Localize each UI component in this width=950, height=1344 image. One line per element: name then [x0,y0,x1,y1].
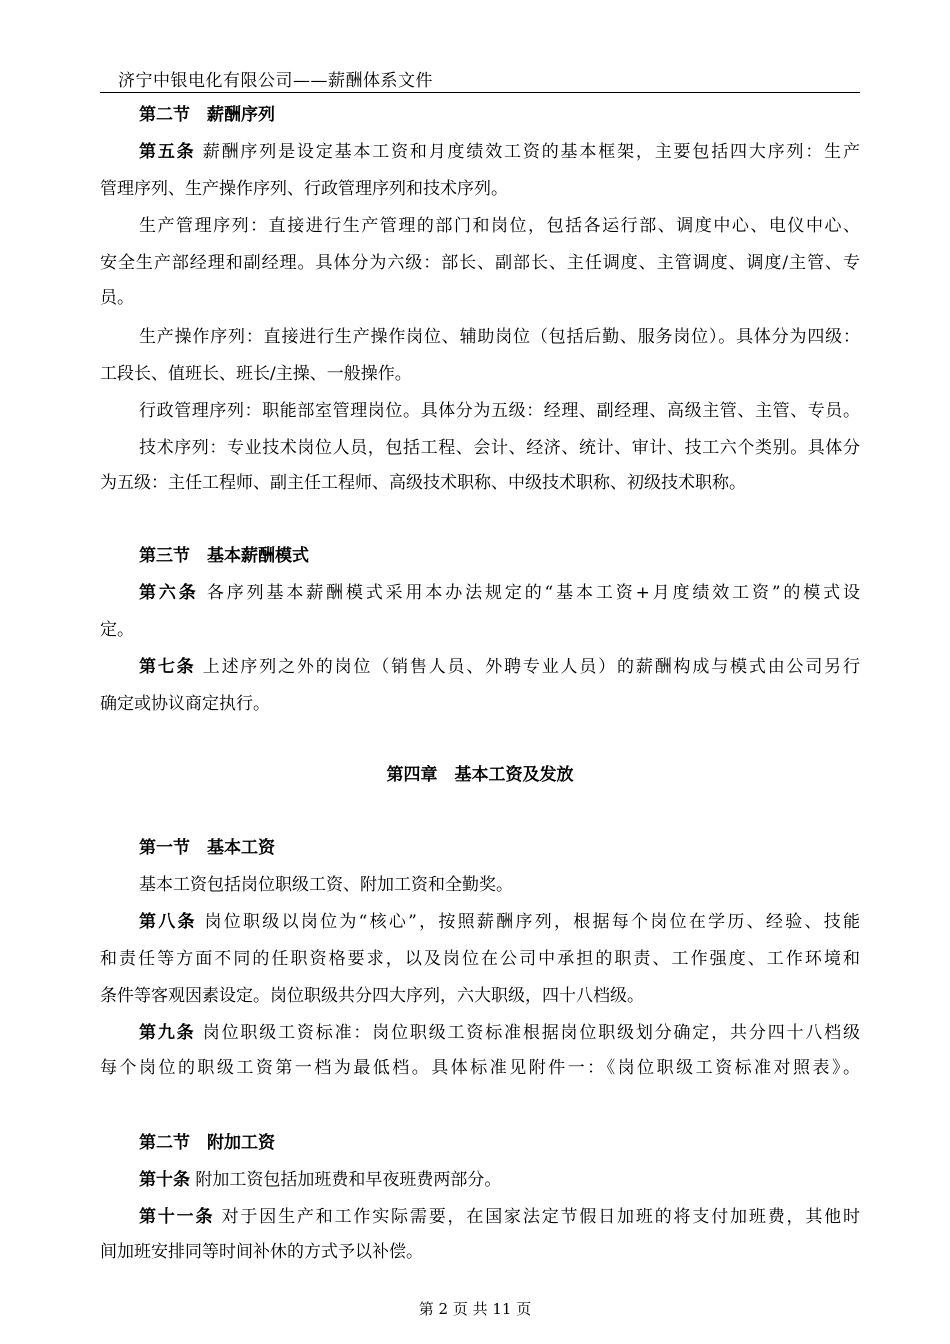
article-8-line-3: 条件等客观因素设定。岗位职级共分四大序列，六大职级，四十八档级。 [100,986,644,1006]
section-title: 第二节 薪酬序列 [139,105,275,125]
article-9-line-1: 第九条 岗位职级工资标准：岗位职级工资标准根据岗位职级划分确定，共分四十八档级 [139,1023,861,1043]
header-divider [100,92,860,93]
article-6-line-2: 定。 [100,620,134,640]
article-label: 第八条 [139,912,197,932]
production-operation-line-2: 工段长、值班长、班长/主操、一般操作。 [100,364,412,384]
production-operation-line-1: 生产操作序列：直接进行生产操作岗位、辅助岗位（包括后勤、服务岗位）。具体分为四级： [139,327,860,347]
article-5-line-1: 第五条 薪酬序列是设定基本工资和月度绩效工资的基本框架，主要包括四大序列：生产 [139,142,861,162]
chapter-title: 第四章 基本工资及发放 [386,765,574,785]
production-management-line-3: 员。 [100,288,134,308]
technical-line-2: 为五级：主任工程师、副主任工程师、高级技术职称、中级技术职称、初级技术职称。 [100,473,746,493]
article-11-line-2: 间加班安排同等时间补休的方式予以补偿。 [100,1242,423,1262]
article-label: 第十一条 [139,1207,215,1227]
article-7-line-1: 第七条 上述序列之外的岗位（销售人员、外聘专业人员）的薪酬构成与模式由公司另行 [139,657,861,677]
basic-wage-intro: 基本工资包括岗位职级工资、附加工资和全勤奖。 [139,875,513,895]
article-label: 第六条 [139,583,199,603]
article-label: 第九条 [139,1023,196,1043]
page-number: 第 2 页 共 11 页 [418,1300,532,1318]
section-title: 第三节 基本薪酬模式 [139,546,309,566]
production-management-line-1: 生产管理序列：直接进行生产管理的部门和岗位，包括各运行部、调度中心、电仪中心、 [139,216,860,236]
production-management-line-2: 安全生产部经理和副经理。具体分为六级：部长、副部长、主任调度、主管调度、调度/主管、专 [100,253,860,273]
technical-line-1: 技术序列：专业技术岗位人员，包括工程、会计、经济、统计、审计、技工六个类别。具体分 [139,438,860,458]
article-label: 第七条 [139,657,196,677]
article-9-line-2: 每个岗位的职级工资第一档为最低档。具体标准见附件一：《岗位职级工资标准对照表》。 [100,1058,860,1078]
article-label: 第五条 [139,142,196,162]
document-header: 济宁中银电化有限公司——薪酬体系文件 [118,71,433,91]
section-title: 第一节 基本工资 [139,838,275,858]
article-8-line-2: 和责任等方面不同的任职资格要求，以及岗位在公司中承担的职责、工作强度、工作环境和 [100,949,860,969]
article-10-line-1: 第十条 附加工资包括加班费和早夜班费两部分。 [139,1170,502,1190]
administration-line-1: 行政管理序列：职能部室管理岗位。具体分为五级：经理、副经理、高级主管、主管、专员。 [139,401,860,421]
section-title: 第二节 附加工资 [139,1133,275,1153]
article-11-line-1: 第十一条 对于因生产和工作实际需要，在国家法定节假日加班的将支付加班费，其他时 [139,1207,861,1227]
article-6-line-1: 第六条 各序列基本薪酬模式采用本办法规定的“基本工资+月度绩效工资”的模式设 [139,583,861,603]
article-5-line-2: 管理序列、生产操作序列、行政管理序列和技术序列。 [100,179,508,199]
article-label: 第十条 [139,1170,190,1190]
article-8-line-1: 第八条 岗位职级以岗位为“核心”，按照薪酬序列，根据每个岗位在学历、经验、技能 [139,912,861,932]
article-7-line-2: 确定或协议商定执行。 [100,694,270,714]
